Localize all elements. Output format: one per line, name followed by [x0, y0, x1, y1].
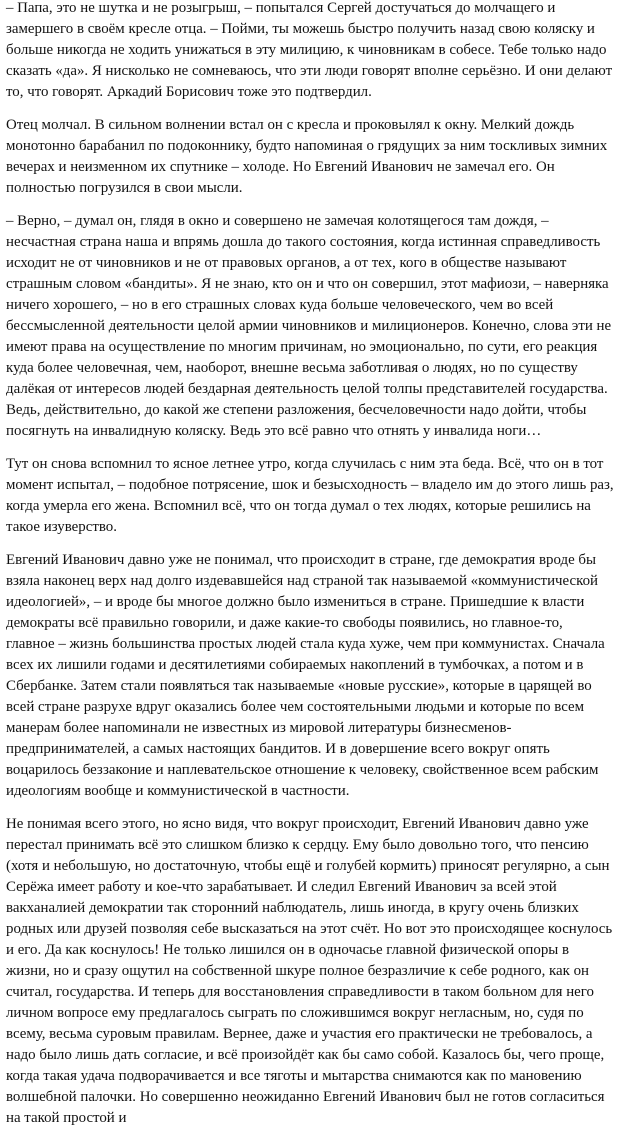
paragraph: – Верно, – думал он, глядя в окно и совершено не замечая колотящегося там дождя, – несчастная страна наша и впрямь дошла до такого состояния, когда истинная справедливость исходит не от чиновников и не от правовых органов, а от тех, кого в обществе называют страшным словом «бандиты». Я не знаю, кто он и что он совершил, этот мафиози, – наверняка ничего хорошего, – но в его страшных словах куда больше человеческого, чем во всей бессмысленной деятельности целой армии чиновников и милиционеров. Конечно, слова эти не имеют права на осуществление по многим причинам, но эмоционально, по сути, его реакция куда более человечная, чем, наоборот, внешне весьма заботливая о людях, но по существу далёкая от интересов людей бездарная деятельность целой толпы представителей государства. Ведь, действительно, до какой же степени разложения, бесчеловечности надо дойти, чтобы посягнуть на инвалидную коляску. Ведь это всё равно что отнять у инвалида ноги… — [6, 213, 612, 439]
paragraph: Не понимая всего этого, но ясно видя, что вокруг происходит, Евгений Иванович давно уже перестал принимать всё это слишком близко к сердцу. Ему было довольно того, что пенсию (хотя и небольшую, но достаточную, чтобы ещё и голубей кормить) приносят регулярно, а сын Серёжа имеет работу и кое-что зарабатывает. И следил Евгений Иванович за всей этой вакханалией демократии так сторонний наблюдатель, лишь иногда, в кругу очень близких родных или друзей позволяя себе высказаться на этот счёт. Но вот это происходящее коснулось и его. Да как коснулось! Не только лишился он в одночасье главной физической опоры в жизни, но и сразу ощутил на собственной шкуре полное безразличие к себе родного, как он считал, государства. И теперь для восстановления справедливости в таком больном для него личном вопросе ему предлагалось сыграть по сложившимся вокруг негласным, но, судя по всему, весьма суровым правилам. Вернее, даже и участия его практически не требовалось, а надо было лишь дать согласие, и всё произойдёт как бы само собой. Казалось бы, чего проще, когда такая удача подворачивается и все тяготы и мытарства снимаются как по мановению волшебной палочки. Но совершенно неожиданно Евгений Иванович был не готов согласиться на такой простой и — [6, 816, 613, 1126]
paragraph: Тут он снова вспомнил то ясное летнее утро, когда случилась с ним эта беда. Всё, что он в тот момент испытал, – подобное потрясение, шок и безысходность – владело им до этого лишь раз, когда умерла его жена. Вспомнил всё, что он тогда думал о тех людях, которые решились на такое изуверство. — [6, 456, 614, 535]
paragraph: Отец молчал. В сильном волнении встал он с кресла и проковылял к окну. Мелкий дождь монотонно барабанил по подоконнику, будто напоминая о грядущих за ним тоскливых зимних вечерах и неизменном их спутнике – холоде. Но Евгений Иванович не замечал его. Он полностью погрузился в свои мысли. — [6, 117, 608, 196]
paragraph: Евгений Иванович давно уже не понимал, что происходит в стране, где демократия вроде бы взяла наконец верх над долго издевавшейся над страной так называемой «коммунистической идеологией», – и вроде бы многое должно было измениться в стране. Пришедшие к власти демократы всё правильно говорили, и даже какие-то свободы появились, но главное-то, главное – жизнь большинства простых людей стала куда хуже, чем при коммунистах. Сначала всех их лишили годами и десятилетиями собираемых накоплений в тумбочках, а потом и в Сбербанке. Затем стали появляться так называемые «новые русские», которые в царящей во всей стране разрухе вдруг оказались более чем состоятельными людьми и которые по всем манерам более напоминали не известных из мировой литературы бизнесменов-предпринимателей, а самых настоящих бандитов. И в довершение всего вокруг опять воцарилось беззаконие и наплевательское отношение к человеку, свойственное всем рабским идеологиям вообще и коммунистической в частности. — [6, 552, 605, 799]
document-text — [6, 0, 614, 1141]
paragraph: – Папа, это не шутка и не розыгрыш, – попытался Сергей достучаться до молчащего и замершего в своём кресле отца. – Пойми, ты можешь быстро получить назад свою коляску и больше никогда не ходить унижаться в эту милицию, к чиновникам в собесе. Тебе только надо сказать «да». Я нисколько не сомневаюсь, что эти люди говорят вполне серьёзно. И они делают то, что говорят. Аркадий Борисович тоже это подтвердил. — [6, 0, 613, 100]
